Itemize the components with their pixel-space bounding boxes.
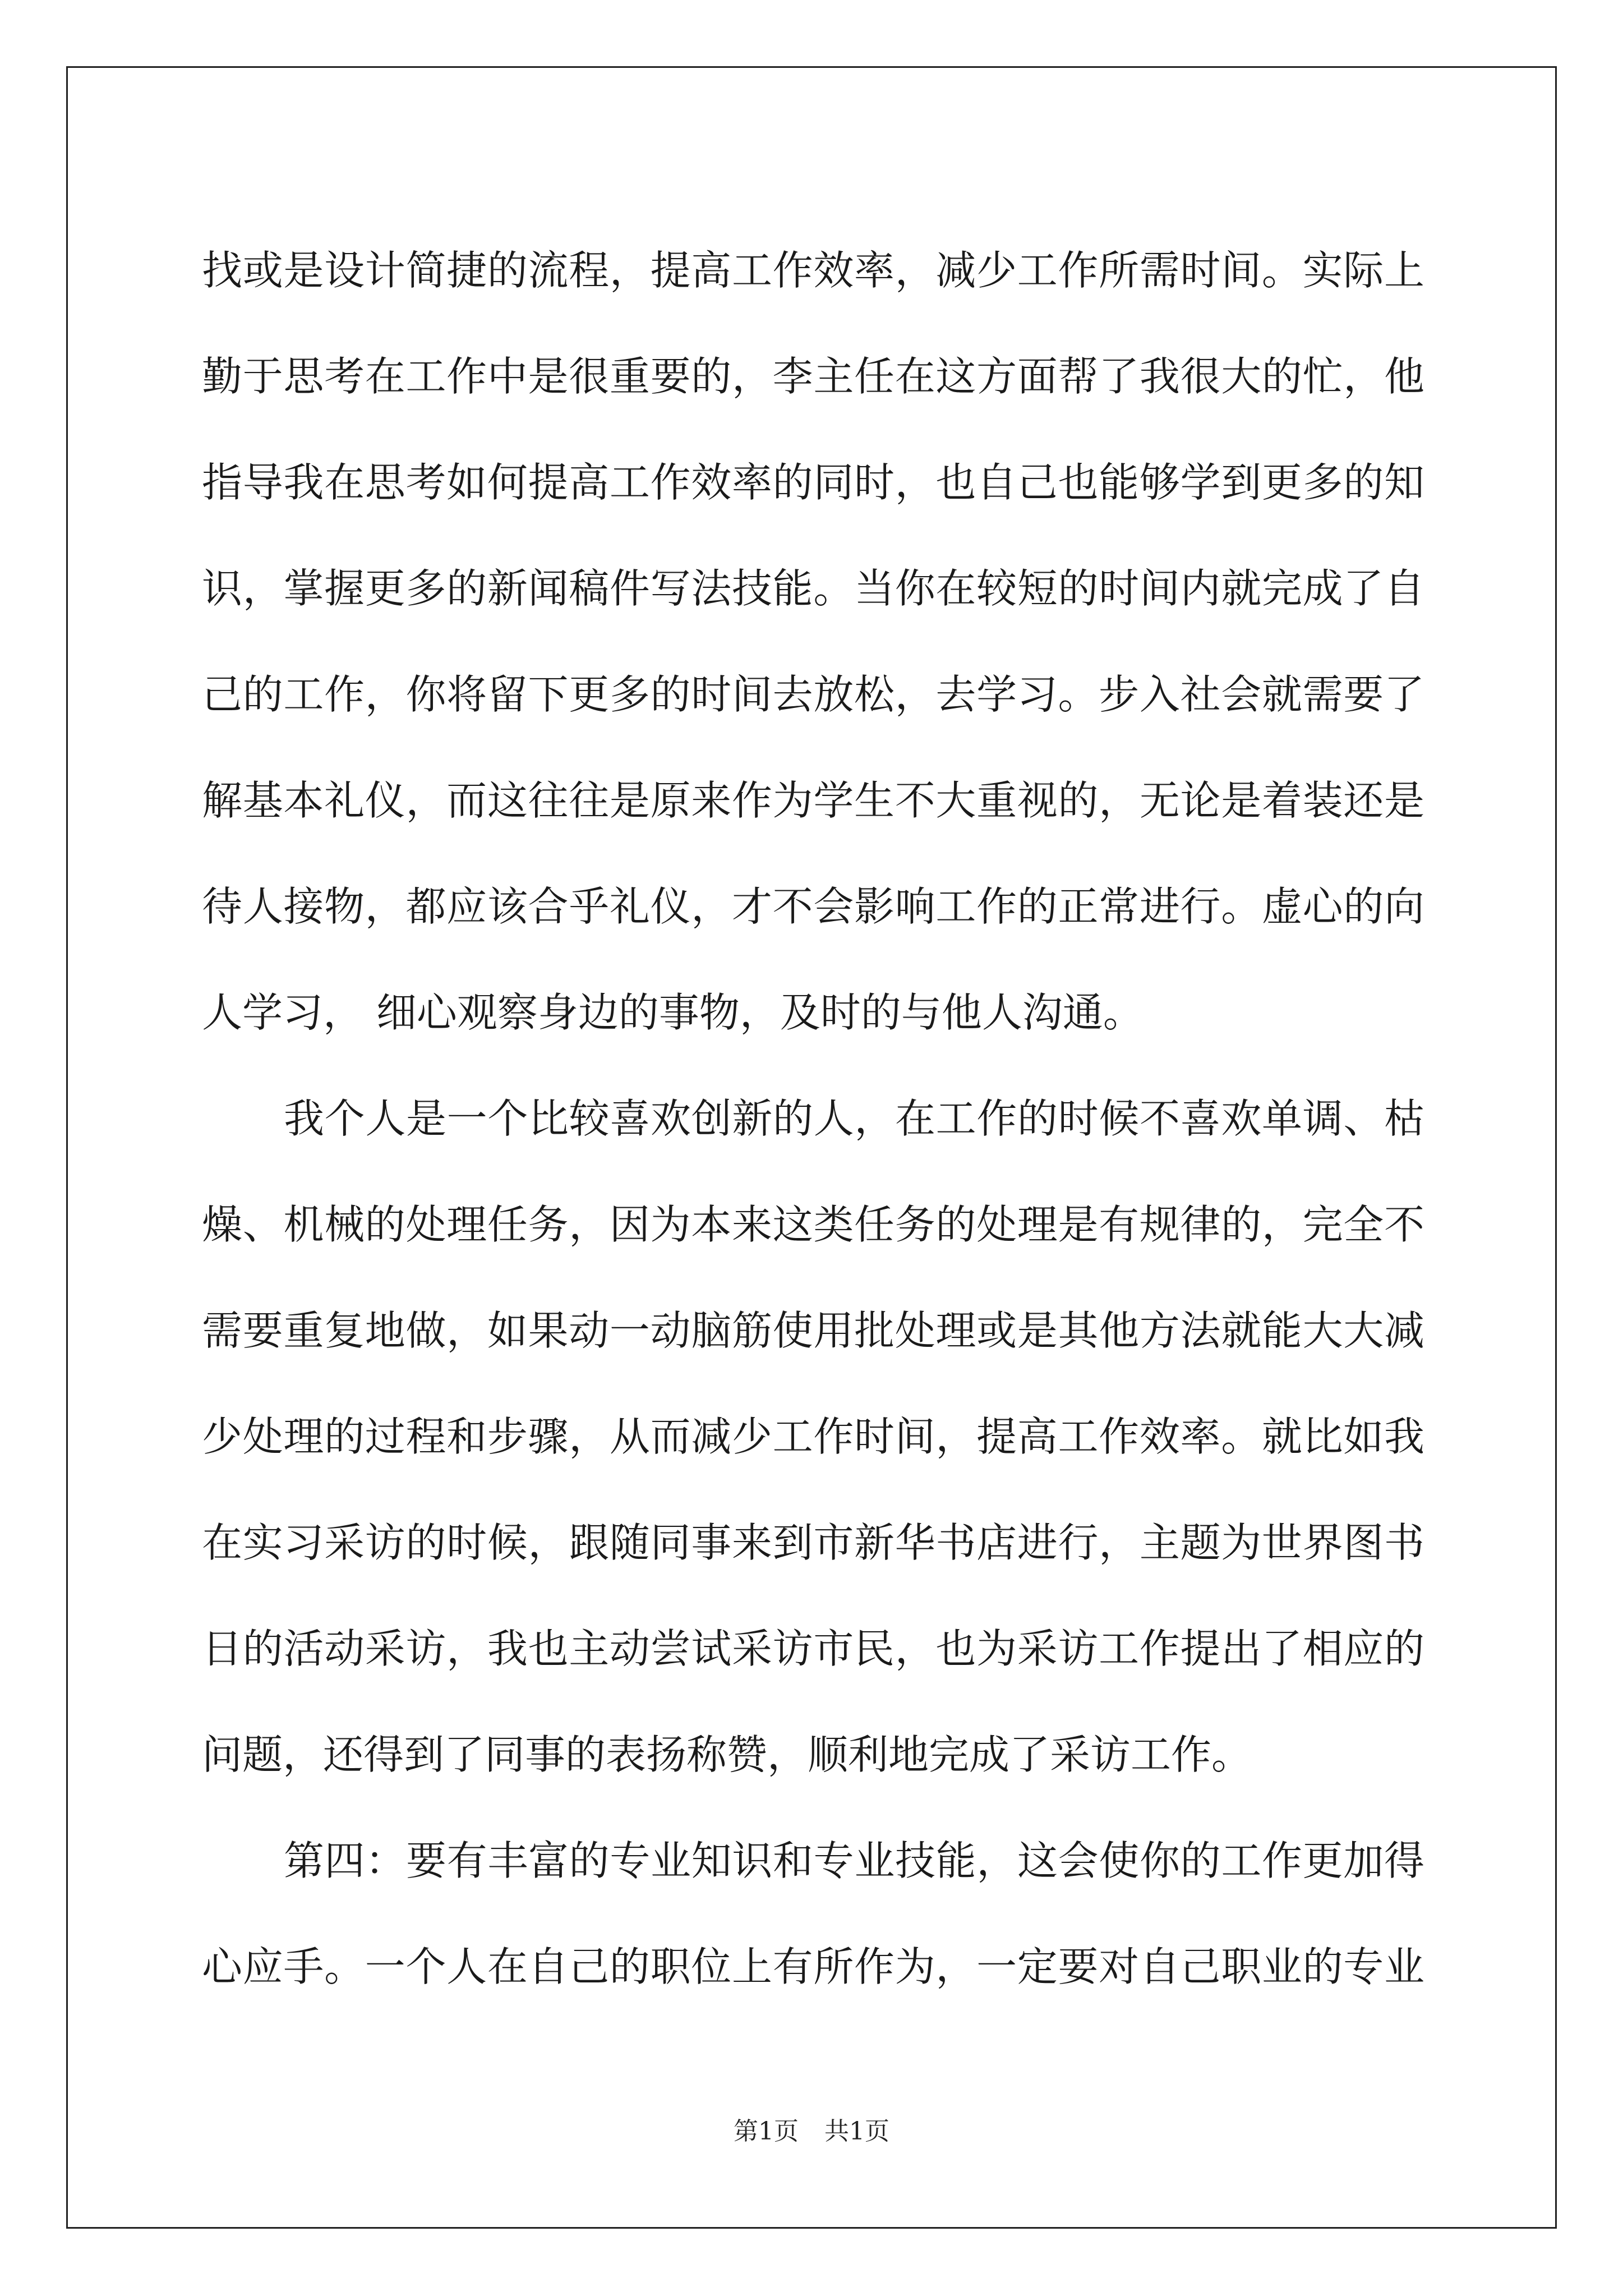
text-line-2: 勤于思考在工作中是很重要的，李主任在这方面帮了我很大的忙，他 [202,353,1424,400]
text-line-13: 在实习采访的时候，跟随同事来到市新华书店进行，主题为世界图书 [202,1519,1424,1566]
text-line-3: 指导我在思考如何提高工作效率的同时，也自己也能够学到更多的知 [202,459,1424,506]
page-footer [0,2115,1623,2148]
text-line-4: 识，掌握更多的新闻稿件写法技能。当你在较短的时间内就完成了自 [202,565,1424,612]
text-line-16: 第四：要有丰富的专业知识和专业技能，这会使你的工作更加得 [284,1837,1424,1884]
text-line-7: 待人接物，都应该合乎礼仪，才不会影响工作的正常进行。虚心的向 [202,883,1424,930]
text-line-6: 解基本礼仪，而这往往是原来作为学生不大重视的，无论是着装还是 [202,777,1424,824]
text-line-1: 找或是设计简捷的流程，提高工作效率，减少工作所需时间。实际上 [202,247,1424,294]
text-line-5: 己的工作，你将留下更多的时间去放松，去学习。步入社会就需要了 [202,671,1424,718]
text-line-9: 我个人是一个比较喜欢创新的人，在工作的时候不喜欢单调、枯 [284,1095,1424,1142]
text-line-15: 问题，还得到了同事的表扬称赞，顺利地完成了采访工作。 [202,1731,1252,1778]
text-line-11: 需要重复地做，如果动一动脑筋使用批处理或是其他方法就能大大减 [202,1307,1424,1354]
text-line-12: 少处理的过程和步骤，从而减少工作时间，提高工作效率。就比如我 [202,1413,1424,1460]
page-number-total: 共1页 [824,2117,889,2146]
text-line-14: 日的活动采访，我也主动尝试采访市民，也为采访工作提出了相应的 [202,1625,1424,1672]
text-line-8: 人学习， 细心观察身边的事物，及时的与他人沟通。 [202,989,1144,1036]
text-line-17: 心应手。一个人在自己的职位上有所作为，一定要对自己职业的专业 [202,1943,1424,1990]
page-number-current: 第1页 [734,2117,799,2146]
document-body [202,218,1424,2020]
text-line-10: 燥、机械的处理任务，因为本来这类任务的处理是有规律的，完全不 [202,1201,1424,1248]
